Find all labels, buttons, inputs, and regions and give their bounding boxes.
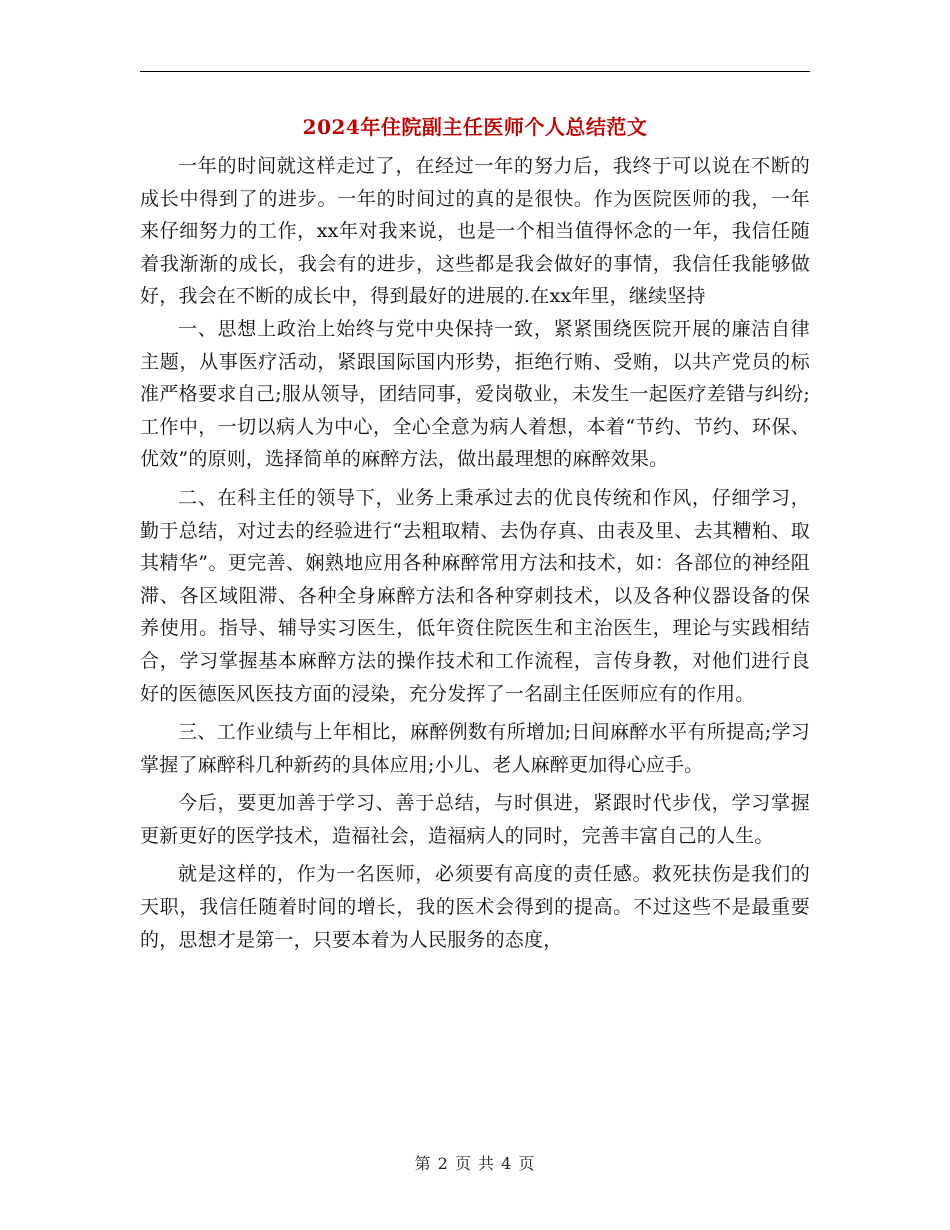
document-body	[140, 150, 810, 956]
paragraph-section-1: 一、思想上政治上始终与党中央保持一致，紧紧围绕医院开展的廉洁自律主题，从事医疗活动，紧跟国际国内形势，拒绝行贿、受贿，以共产党员的标准严格要求自己;服从领导，团结同事，爱岗敬业，未发生一起医疗差错与纠纷;工作中，一切以病人为中心，全心全意为病人着想，本着“节约、节约、环保、优效”的原则，选择简单的麻醉方法，做出最理想的麻醉效果。	[140, 317, 810, 471]
paragraph-intro: 一年的时间就这样走过了，在经过一年的努力后，我终于可以说在不断的成长中得到了的进步。一年的时间过的真的是很快。作为医院医师的我，一年来仔细努力的工作，xx年对我来说，也是一个相当值得怀念的一年，我信任随着我渐渐的成长，我会有的进步，这些都是我会做好的事情，我信任我能够做好，我会在不断的成长中，得到最好的进展的.在xx年里，继续坚持	[140, 155, 810, 308]
paragraph-section-2: 二、在科主任的领导下，业务上秉承过去的优良传统和作风，仔细学习，勤于总结，对过去的经验进行“去粗取精、去伪存真、由表及里、去其糟粕、取其精华”。更完善、娴熟地应用各种麻醉常用方法和技术，如：各部位的神经阻滞、各区域阻滞、各种全身麻醉方法和各种穿刺技术，以及各种仪器设备的保养使用。指导、辅导实习医生，低年资住院医生和主治医生，理论与实践相结合，学习掌握基本麻醉方法的操作技术和工作流程，言传身教，对他们进行良好的医德医风医技方面的浸染，充分发挥了一名副主任医师应有的作用。	[140, 486, 810, 705]
paragraph-closing: 就是这样的，作为一名医师，必须要有高度的责任感。救死扶伤是我们的天职，我信任随着时间的增长，我的医术会得到的提高。不过这些不是最重要的，思想才是第一，只要本着为人民服务的态度，	[140, 863, 810, 951]
paragraph-future: 今后，要更加善于学习、善于总结，与时俱进，紧跟时代步伐，学习掌握更新更好的医学技术，造福社会，造福病人的同时，完善丰富自己的人生。	[140, 792, 810, 847]
header-rule	[140, 71, 810, 72]
document-title: 2024年住院副主任医师个人总结范文	[302, 115, 648, 139]
paragraph-section-3: 三、工作业绩与上年相比，麻醉例数有所增加;日间麻醉水平有所提高;学习掌握了麻醉科几种新药的具体应用;小儿、老人麻醉更加得心应手。	[140, 721, 810, 776]
page-number-footer: 第 2 页 共 4 页	[414, 1154, 536, 1173]
